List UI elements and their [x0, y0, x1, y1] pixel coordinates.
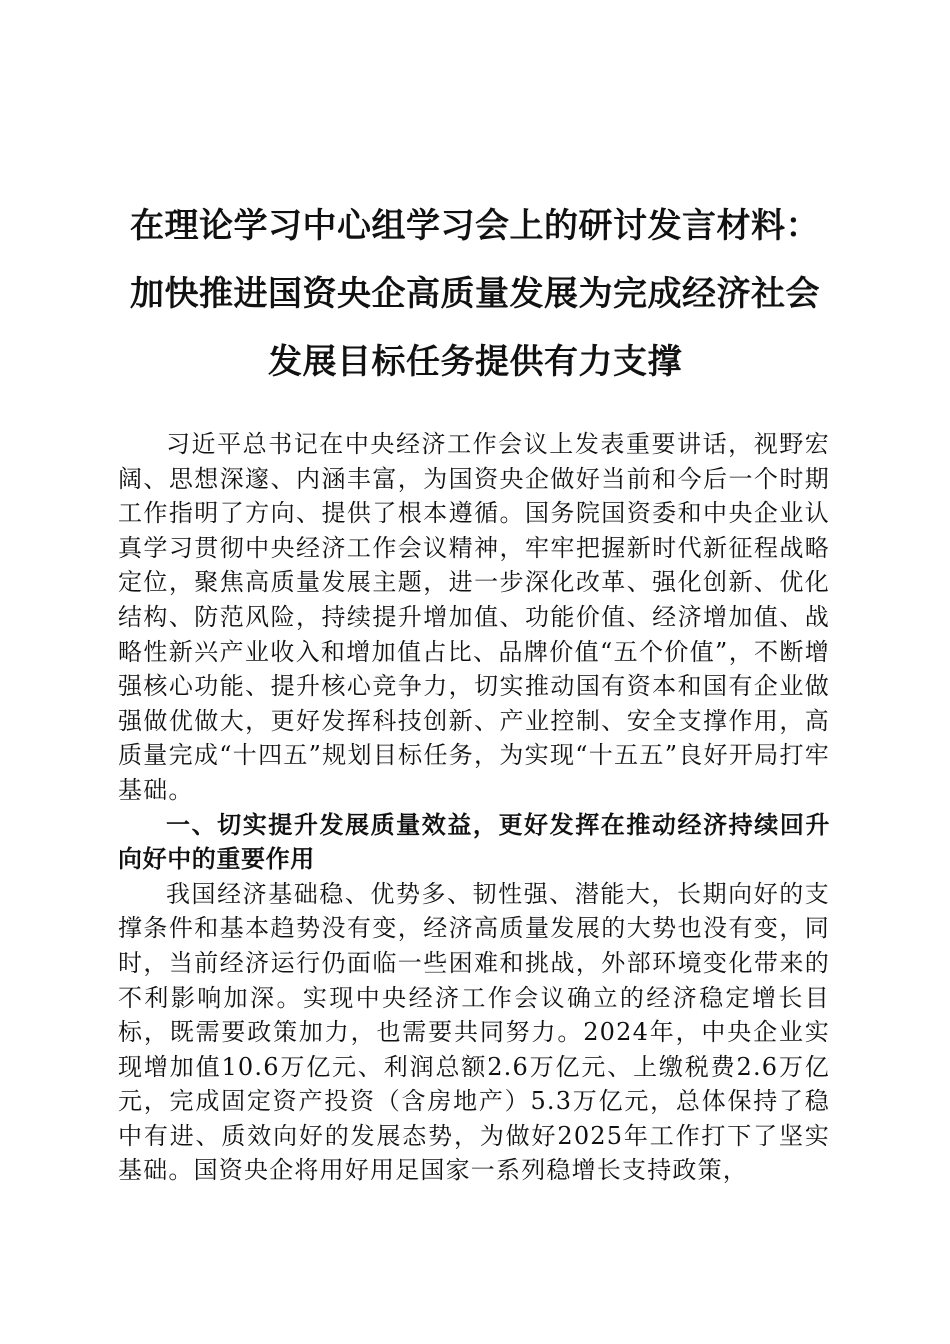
title-line-1: 在理论学习中心组学习会上的研讨发言材料： — [130, 206, 820, 246]
document-title — [100, 192, 850, 396]
section-heading: 一、切实提升发展质量效益，更好发挥在推动经济持续回升向好中的重要作用 — [118, 810, 830, 874]
title-line-3: 发展目标任务提供有力支撑 — [268, 342, 682, 382]
intro-paragraph: 习近平总书记在中央经济工作会议上发表重要讲话，视野宏阔、思想深邃、内涵丰富，为国资央企做好当前和今后一个时期工作指明了方向、提供了根本遵循。国务院国资委和中央企业认真学习贯彻中央经济工作会议精神，牢牢把握新时代新征程战略定位，聚焦高质量发展主题，进一步深化改革、强化创新、优化结构、防范风险，持续提升增加值、功能价值、经济增加值、战略性新兴产业收入和增加值占比、品牌价值“五个价值”，不断增强核心功能、提升核心竞争力，切实推动国有资本和国有企业做强做优做大，更好发挥科技创新、产业控制、安全支撑作用，高质量完成“十四五”规划目标任务，为实现“十五五”良好开局打牢基础。 — [118, 430, 830, 804]
section-paragraph: 我国经济基础稳、优势多、韧性强、潜能大，长期向好的支撑条件和基本趋势没有变，经济高质量发展的大势也没有变，同时，当前经济运行仍面临一些困难和挑战，外部环境变化带来的不利影响加深。实现中央经济工作会议确立的经济稳定增长目标，既需要政策加力，也需要共同努力。2024年，中央企业实现增加值10.6万亿元、利润总额2.6万亿元、上缴税费2.6万亿元，完成固定资产投资（含房地产）5.3万亿元，总体保持了稳中有进、质效向好的发展态势，为做好2025年工作打下了坚实基础。国资央企将用好用足国家一系列稳增长支持政策， — [118, 879, 830, 1185]
title-line-2: 加快推进国资央企高质量发展为完成经济社会 — [130, 274, 820, 314]
document-body — [118, 427, 830, 1188]
